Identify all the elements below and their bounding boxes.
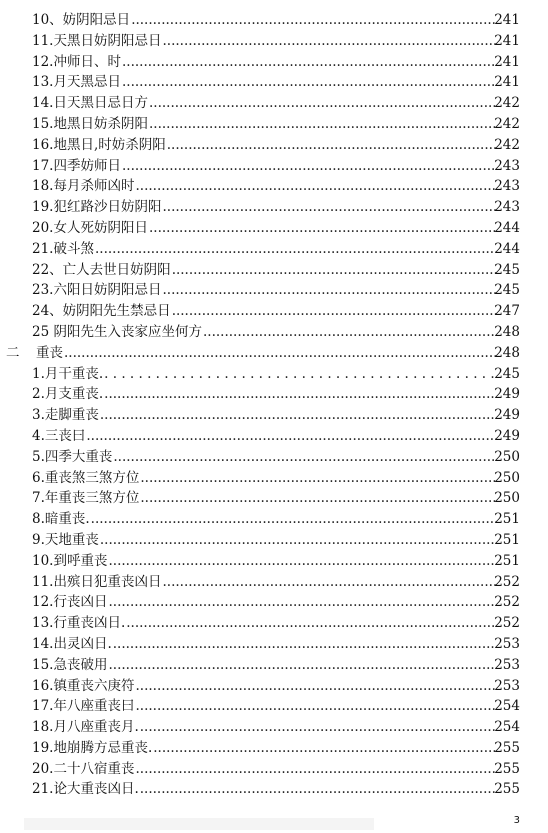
- toc-title-wrap: [32, 426, 496, 447]
- toc-page-number: 255: [494, 781, 520, 798]
- toc-entry[interactable]: [0, 322, 548, 343]
- toc-title-wrap: [32, 364, 496, 385]
- toc-dot-leader: [140, 468, 496, 489]
- toc-title-wrap: [32, 468, 496, 489]
- toc-title-wrap: [6, 343, 496, 364]
- toc-dot-leader: [113, 634, 496, 655]
- toc-entry[interactable]: [0, 676, 548, 697]
- toc-entry[interactable]: [0, 364, 548, 385]
- toc-entry-title: 10、妨阴阳忌日: [32, 10, 131, 31]
- toc-entry-title: 12.冲师日、时: [32, 52, 122, 73]
- toc-title-wrap: [32, 322, 496, 343]
- toc-dot-leader: [135, 759, 496, 780]
- toc-title-wrap: [32, 696, 496, 717]
- toc-page-number: 245: [494, 282, 520, 299]
- toc-entry[interactable]: [0, 31, 548, 52]
- toc-title-wrap: [32, 592, 496, 613]
- toc-page-number: 243: [494, 178, 520, 195]
- toc-page-number: 241: [494, 53, 520, 70]
- toc-entry-title: 9.天地重丧: [32, 530, 100, 551]
- toc-page-number: 251: [494, 531, 520, 548]
- toc-entry-title: 13.行重丧凶日.: [32, 613, 126, 634]
- page-number: 3: [513, 815, 520, 826]
- toc-dot-leader: [140, 779, 496, 800]
- toc-dot-leader: [149, 114, 496, 135]
- toc-entry[interactable]: [0, 239, 548, 260]
- toc-section-row[interactable]: [0, 343, 548, 364]
- table-of-contents: [0, 10, 548, 800]
- toc-title-wrap: [32, 488, 496, 509]
- toc-dot-leader: [162, 197, 496, 218]
- toc-title-wrap: [32, 10, 496, 31]
- toc-dot-leader: [153, 738, 496, 759]
- toc-title-wrap: [32, 634, 496, 655]
- toc-entry[interactable]: [0, 759, 548, 780]
- toc-entry-title: 12.行丧凶日: [32, 592, 108, 613]
- footer-bar: [24, 818, 374, 830]
- toc-dot-leader: [122, 156, 496, 177]
- toc-entry[interactable]: [0, 634, 548, 655]
- toc-dot-leader: [86, 426, 496, 447]
- toc-dot-leader: [172, 301, 496, 322]
- toc-dot-leader: [172, 260, 496, 281]
- toc-dot-leader: [135, 676, 496, 697]
- toc-page-number: 255: [494, 739, 520, 756]
- toc-entry[interactable]: [0, 447, 548, 468]
- toc-entry-title: 14.出灵凶日.: [32, 634, 113, 655]
- toc-section-number: 二: [6, 344, 20, 361]
- toc-dot-leader: [167, 135, 496, 156]
- toc-entry[interactable]: [0, 301, 548, 322]
- toc-entry-title: 22、亡人去世日妨阴阳: [32, 260, 172, 281]
- toc-entry-title: 20.女人死妨阴阳日: [32, 218, 149, 239]
- toc-title-wrap: [32, 31, 496, 52]
- toc-entry-title: 5.四季大重丧: [32, 447, 113, 468]
- toc-page-number: 244: [494, 219, 520, 236]
- toc-entry-title: 11.天黑日妨阴阳忌日: [32, 31, 162, 52]
- toc-title-wrap: [32, 176, 496, 197]
- toc-page-number: 248: [494, 323, 520, 340]
- toc-entry-title: 7.年重丧三煞方位: [32, 488, 140, 509]
- toc-entry-title: 19.地崩腾方忌重丧.: [32, 738, 153, 759]
- toc-page-number: 250: [494, 448, 520, 465]
- toc-entry[interactable]: [0, 779, 548, 800]
- toc-title-wrap: [32, 509, 496, 530]
- toc-entry[interactable]: [0, 218, 548, 239]
- toc-entry-title: 24、妨阴阳先生禁忌日: [32, 301, 172, 322]
- toc-entry-title: 13.月天黑忌日: [32, 72, 122, 93]
- toc-page-number: 253: [494, 635, 520, 652]
- toc-dot-leader: [126, 613, 496, 634]
- toc-page-number: 245: [494, 365, 520, 382]
- toc-title-wrap: [32, 72, 496, 93]
- toc-page-number: 254: [494, 719, 520, 736]
- toc-entry[interactable]: [0, 72, 548, 93]
- toc-page-number: 251: [494, 511, 520, 528]
- toc-page-number: 247: [494, 303, 520, 320]
- toc-entry[interactable]: [0, 738, 548, 759]
- toc-title-wrap: [32, 52, 496, 73]
- toc-dot-leader: [100, 530, 496, 551]
- toc-entry-title: 重丧: [36, 343, 64, 364]
- toc-page-number: 252: [494, 594, 520, 611]
- toc-page-number: 253: [494, 677, 520, 694]
- toc-entry[interactable]: [0, 572, 548, 593]
- toc-title-wrap: [32, 572, 496, 593]
- toc-dot-leader: [149, 93, 496, 114]
- toc-dot-leader: [91, 509, 496, 530]
- toc-dot-leader: [140, 488, 496, 509]
- toc-dot-leader: [131, 10, 496, 31]
- toc-page-number: 254: [494, 698, 520, 715]
- toc-title-wrap: [32, 759, 496, 780]
- toc-dot-leader: [113, 447, 496, 468]
- toc-dot-leader: [95, 239, 496, 260]
- toc-title-wrap: [32, 717, 496, 738]
- toc-dot-leader: [108, 592, 496, 613]
- toc-entry-title: 4.三丧曰: [32, 426, 86, 447]
- toc-title-wrap: [32, 218, 496, 239]
- toc-entry[interactable]: [0, 260, 548, 281]
- toc-page-number: 253: [494, 656, 520, 673]
- toc-entry[interactable]: [0, 509, 548, 530]
- toc-title-wrap: [32, 197, 496, 218]
- toc-entry-title: 16.镇重丧六庚符: [32, 676, 135, 697]
- toc-dot-leader: [122, 52, 496, 73]
- toc-entry[interactable]: [0, 93, 548, 114]
- toc-entry-title: 8.暗重丧.: [32, 509, 91, 530]
- toc-page-number: 242: [494, 115, 520, 132]
- toc-dot-leader: [162, 280, 496, 301]
- toc-entry[interactable]: [0, 468, 548, 489]
- toc-title-wrap: [32, 779, 496, 800]
- toc-page-number: 242: [494, 136, 520, 153]
- toc-entry[interactable]: [0, 655, 548, 676]
- toc-dot-leader: [135, 696, 496, 717]
- toc-entry[interactable]: [0, 592, 548, 613]
- toc-title-wrap: [32, 280, 496, 301]
- toc-entry[interactable]: [0, 10, 548, 31]
- toc-entry-title: 18.每月杀师凶时: [32, 176, 135, 197]
- toc-entry[interactable]: [0, 488, 548, 509]
- toc-page-number: 252: [494, 615, 520, 632]
- toc-dot-leader: [140, 717, 496, 738]
- toc-entry-title: 1.月干重丧.: [32, 364, 104, 385]
- toc-entry-title: 18.月八座重丧月.: [32, 717, 140, 738]
- toc-title-wrap: [32, 655, 496, 676]
- toc-entry[interactable]: [0, 114, 548, 135]
- toc-dot-leader: [104, 384, 496, 405]
- toc-title-wrap: [32, 384, 496, 405]
- toc-page-number: 245: [494, 261, 520, 278]
- toc-entry-title: 19.犯红路沙日妨阴阳: [32, 197, 162, 218]
- toc-entry[interactable]: [0, 197, 548, 218]
- toc-dot-leader: [64, 343, 496, 364]
- toc-page-number: 249: [494, 407, 520, 424]
- toc-title-wrap: [32, 405, 496, 426]
- toc-entry-title: 14.日天黑日忌日方: [32, 93, 149, 114]
- toc-entry[interactable]: [0, 405, 548, 426]
- toc-title-wrap: [32, 135, 496, 156]
- toc-entry-title: 21.破斗煞: [32, 239, 95, 260]
- toc-page-number: 243: [494, 199, 520, 216]
- toc-entry[interactable]: [0, 551, 548, 572]
- toc-title-wrap: [32, 530, 496, 551]
- toc-entry-title: 20.二十八宿重丧: [32, 759, 135, 780]
- toc-entry[interactable]: [0, 156, 548, 177]
- toc-title-wrap: [32, 260, 496, 281]
- toc-page-number: 250: [494, 469, 520, 486]
- toc-dot-leader: [100, 405, 496, 426]
- toc-entry[interactable]: [0, 176, 548, 197]
- toc-entry-title: 15.地黑日妨杀阴阳: [32, 114, 149, 135]
- toc-entry-title: 16.地黑日,时妨杀阴阳: [32, 135, 167, 156]
- toc-entry[interactable]: [0, 530, 548, 551]
- toc-entry[interactable]: [0, 426, 548, 447]
- toc-title-wrap: [32, 156, 496, 177]
- toc-page-number: 243: [494, 157, 520, 174]
- toc-entry[interactable]: [0, 135, 548, 156]
- toc-entry-title: 11.出殡日犯重丧凶日: [32, 572, 162, 593]
- toc-dot-leader: [162, 572, 496, 593]
- toc-entry-title: 21.论大重丧凶日.: [32, 779, 140, 800]
- toc-entry[interactable]: [0, 384, 548, 405]
- toc-page-number: 255: [494, 760, 520, 777]
- toc-entry-title: 10.到呼重丧: [32, 551, 108, 572]
- toc-page-number: 248: [494, 344, 520, 361]
- toc-dot-leader: [135, 176, 496, 197]
- toc-page-number: 241: [494, 74, 520, 91]
- toc-page-number: 250: [494, 490, 520, 507]
- toc-page-number: 244: [494, 240, 520, 257]
- toc-title-wrap: [32, 551, 496, 572]
- toc-entry-title: 3.走脚重丧: [32, 405, 100, 426]
- toc-dot-leader: [203, 322, 496, 343]
- toc-page-number: 249: [494, 386, 520, 403]
- toc-page-number: 241: [494, 12, 520, 28]
- toc-title-wrap: [32, 676, 496, 697]
- toc-title-wrap: [32, 738, 496, 759]
- toc-entry-title: 17.四季妨师日: [32, 156, 122, 177]
- toc-title-wrap: [32, 301, 496, 322]
- toc-entry-title: 15.急丧破用: [32, 655, 108, 676]
- toc-entry[interactable]: [0, 717, 548, 738]
- toc-entry-title: 23.六阳日妨阴阳忌日: [32, 280, 162, 301]
- toc-title-wrap: [32, 93, 496, 114]
- toc-dot-leader: [104, 364, 496, 385]
- toc-entry[interactable]: [0, 52, 548, 73]
- toc-entry-title: 6.重丧煞三煞方位: [32, 468, 140, 489]
- toc-page-number: 249: [494, 427, 520, 444]
- toc-title-wrap: [32, 114, 496, 135]
- toc-dot-leader: [122, 72, 496, 93]
- toc-title-wrap: [32, 239, 496, 260]
- toc-page-number: 251: [494, 552, 520, 569]
- toc-title-wrap: [32, 447, 496, 468]
- toc-dot-leader: [149, 218, 496, 239]
- toc-page-number: 252: [494, 573, 520, 590]
- toc-page-number: 242: [494, 95, 520, 112]
- toc-dot-leader: [162, 31, 496, 52]
- toc-entry[interactable]: [0, 280, 548, 301]
- toc-entry[interactable]: [0, 696, 548, 717]
- toc-entry-title: 17.年八座重丧曰: [32, 696, 135, 717]
- toc-title-wrap: [32, 613, 496, 634]
- toc-entry-title: 2.月支重丧.: [32, 384, 104, 405]
- toc-entry[interactable]: [0, 613, 548, 634]
- toc-dot-leader: [108, 655, 496, 676]
- toc-dot-leader: [108, 551, 496, 572]
- toc-entry-title: 25 阴阳先生入丧家应坐何方: [32, 322, 203, 343]
- toc-page-number: 241: [494, 32, 520, 49]
